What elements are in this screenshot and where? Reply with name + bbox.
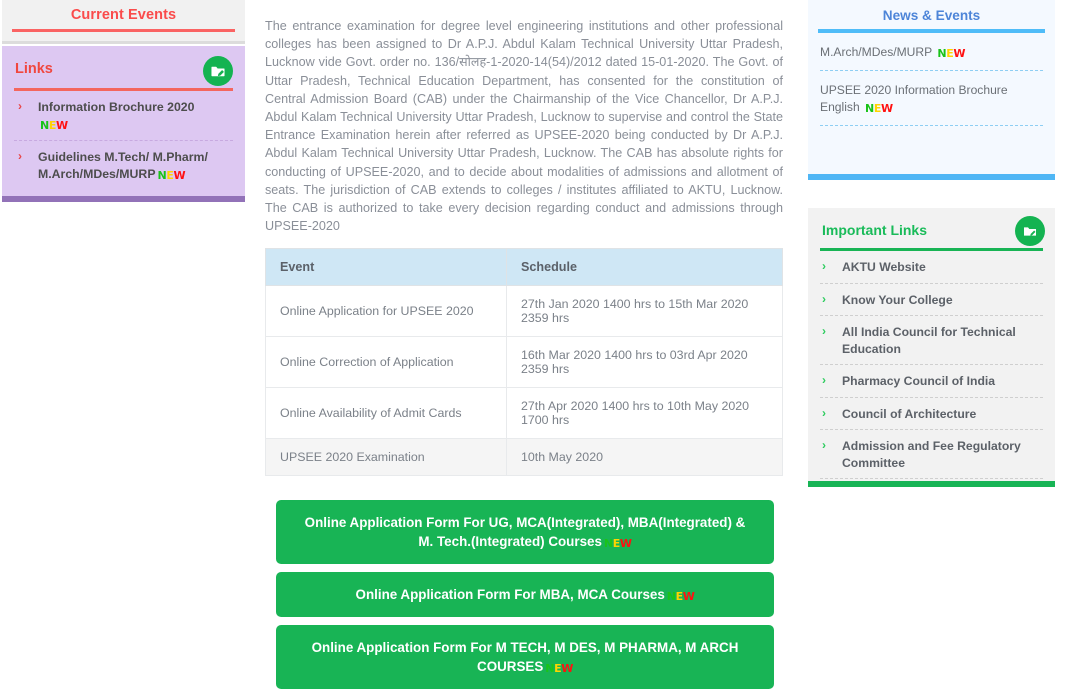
chevron-right-icon: › xyxy=(822,438,826,452)
schedule-table xyxy=(265,248,783,476)
cell-schedule: 27th Jan 2020 1400 hrs to 15th Mar 2020 2359 hrs xyxy=(507,286,783,337)
important-links-header xyxy=(808,208,1055,248)
list-item[interactable] xyxy=(14,141,233,190)
sidebar-item-aktu-website[interactable] xyxy=(820,251,1043,284)
folder-glyph xyxy=(210,63,226,79)
list-item[interactable] xyxy=(820,71,1043,126)
links-panel xyxy=(2,46,245,202)
news-label: UPSEE 2020 Information Brochure English xyxy=(820,83,1008,114)
chevron-right-icon: › xyxy=(822,373,826,387)
cell-event: UPSEE 2020 Examination xyxy=(266,439,507,476)
sidebar-item-know-your-college[interactable] xyxy=(820,284,1043,317)
current-events-panel xyxy=(2,0,245,44)
column-header-event: Event xyxy=(266,249,507,286)
chevron-right-icon: › xyxy=(822,405,826,420)
apply-mtech-mdes-mpharma-march-button[interactable] xyxy=(276,625,774,689)
new-badge: NEW xyxy=(40,119,68,132)
folder-glyph xyxy=(1022,223,1038,239)
new-badge: NEW xyxy=(937,47,966,60)
folder-edit-icon[interactable] xyxy=(203,56,233,86)
table-row xyxy=(266,439,783,476)
button-label: Online Application Form For UG, MCA(Integrated), MBA(Integrated) & M. Tech.(Integrated) Courses xyxy=(304,515,746,550)
news-events-panel xyxy=(808,0,1055,180)
left-sidebar xyxy=(0,0,245,547)
right-sidebar xyxy=(808,0,1055,487)
main-content xyxy=(265,0,790,697)
link-label: Guidelines M.Tech/ M.Pharm/ M.Arch/MDes/MURP xyxy=(38,150,208,181)
cell-event: Online Availability of Admit Cards xyxy=(266,388,507,439)
chevron-right-icon: › xyxy=(18,149,22,163)
chevron-right-icon: › xyxy=(822,259,826,273)
sidebar-item-afrc[interactable] xyxy=(820,430,1043,479)
current-events-title: Current Events xyxy=(70,7,177,23)
application-buttons xyxy=(276,500,774,689)
link-label: Know Your College xyxy=(842,292,953,307)
cell-event: Online Application for UPSEE 2020 xyxy=(266,286,507,337)
intro-paragraph: The entrance examination for degree level engineering institutions and other professional colleges has been assigned to Dr A.P.J. Abdul Kalam Technical University Uttar Pradesh, Lucknow vide Govt. order no. 136/सोलह-1-2020-14(54)/2012 dated 15-01-2020. The Govt. of Uttar Pradesh, Technical Education Department, has consented for the constitution of Central Admission Board (CAB) under the Chairmanship of the Vice Chancellor, Dr A.P.J. Abdul Kalam Technical University Uttar Pradesh, Lucknow to supervise and control the State Entrance Examination herein after referred as UPSEE-2020 being conducted by Dr A.P.J. Abdul Kalam Technical University Uttar Pradesh, Lucknow. The CAB has absolute rights for conducting of UPSEE-2020, and to decide about modalities of admissions and allotment of seats. The jurisdiction of CAB extends to colleges / institutes affiliated to AKTU, Lucknow. The CAB is authorized to take every decision regarding conduct and admissions through UPSEE-2020 xyxy=(265,19,783,234)
link-label: Council of Architecture xyxy=(842,406,977,421)
cell-event: Online Correction of Application xyxy=(266,337,507,388)
link-label: AKTU Website xyxy=(842,260,926,274)
chevron-right-icon: › xyxy=(18,99,22,113)
link-label: All India Council for Technical Education xyxy=(842,325,1016,356)
current-events-divider xyxy=(12,29,235,32)
table-row xyxy=(266,337,783,388)
table-header-row xyxy=(266,249,783,286)
list-item[interactable] xyxy=(820,33,1043,71)
column-header-schedule: Schedule xyxy=(507,249,783,286)
new-badge: NEW xyxy=(545,662,573,676)
chevron-right-icon: › xyxy=(822,291,826,306)
button-label: Online Application Form For MBA, MCA Courses xyxy=(355,587,665,603)
apply-mba-mca-button[interactable] xyxy=(276,572,774,617)
sidebar-item-aicte[interactable] xyxy=(820,316,1043,365)
important-links-title: Important Links xyxy=(822,222,928,238)
links-panel-title: Links xyxy=(15,61,53,77)
cell-schedule: 27th Apr 2020 1400 hrs to 10th May 2020 1700 hrs xyxy=(507,388,783,439)
apply-ug-mca-mba-mtech-button[interactable] xyxy=(276,500,774,564)
news-label: M.Arch/MDes/MURP xyxy=(820,45,932,59)
important-links-panel xyxy=(808,208,1055,487)
sidebar-item-council-of-architecture[interactable] xyxy=(820,398,1043,431)
list-item[interactable] xyxy=(14,91,233,141)
new-badge: NEW xyxy=(666,590,695,604)
link-label: Information Brochure 2020 xyxy=(38,100,195,114)
table-row xyxy=(266,388,783,439)
chevron-right-icon: › xyxy=(822,324,826,338)
cell-schedule: 16th Mar 2020 1400 hrs to 03rd Apr 2020 2359 hrs xyxy=(507,337,783,388)
table-row xyxy=(266,286,783,337)
link-label: Admission and Fee Regulatory Committee xyxy=(842,439,1021,470)
link-label: Pharmacy Council of India xyxy=(842,374,996,388)
cell-schedule: 10th May 2020 xyxy=(507,439,783,476)
new-badge: NEW xyxy=(865,102,893,115)
new-badge: NEW xyxy=(603,537,632,551)
news-events-title: News & Events xyxy=(882,8,981,23)
button-label: Online Application Form For M TECH, M DES, M PHARMA, M ARCH COURSES xyxy=(311,640,739,675)
new-badge: NEW xyxy=(157,169,186,182)
folder-edit-icon[interactable] xyxy=(1015,216,1045,246)
sidebar-item-pharmacy-council[interactable] xyxy=(820,365,1043,398)
links-panel-header xyxy=(2,46,245,88)
